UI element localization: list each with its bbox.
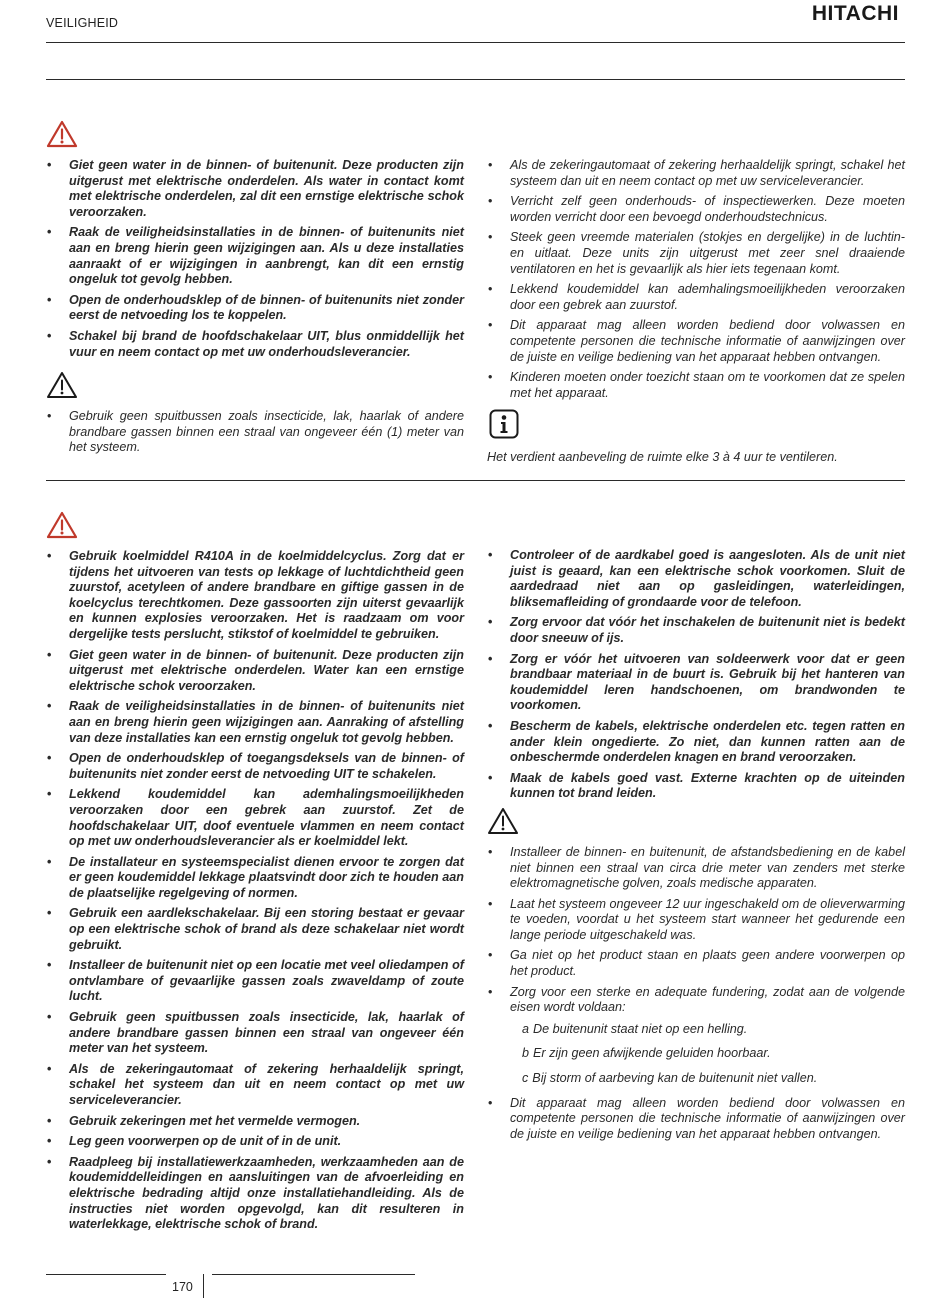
list-item: • Gebruik een aardlekschakelaar. Bij een storing bestaat er gevaar op een elektrische schok of brand als deze schakelaar niet wordt gebruikt. (46, 906, 464, 953)
divider-rule (46, 480, 905, 481)
list-item: • De installateur en systeemspecialist dienen ervoor te zorgen dat er geen koudemiddel lekkage plaatsvindt door zich te houden aan de plaatselijke regelgeving of normen. (46, 855, 464, 902)
sub-item-letter: c (522, 1071, 529, 1086)
caution-triangle-icon (46, 371, 78, 399)
caution-list (487, 845, 905, 1016)
sub-list (487, 1022, 905, 1087)
danger-list (46, 549, 464, 1233)
footer-rule-right (212, 1274, 415, 1275)
list-item: • Kinderen moeten onder toezicht staan om te voorkomen dat ze spelen met het apparaat. (487, 370, 905, 401)
list-item: • Zorg voor een sterke en adequate fundering, zodat aan de volgende eisen wordt voldaan: (487, 985, 905, 1016)
list-item: • Als de zekeringautomaat of zekering herhaaldelijk springt, schakel het systeem dan uit en neem contact op met uw serviceleverancier. (46, 1062, 464, 1109)
list-item: • Open de onderhoudsklep of de binnen- of buitenunits niet zonder eerst de netvoeding los te koppelen. (46, 293, 464, 324)
list-item: • Bescherm de kabels, elektrische onderdelen etc. tegen ratten en ander klein ongedierte. Zo niet, dan kunnen ratten aan de onbeschermde onderdelen knagen en brand veroorzaken. (487, 719, 905, 766)
caution-list (487, 158, 905, 401)
sub-item-letter: a (522, 1021, 530, 1036)
list-item: • Raak de veiligheidsinstallaties in de binnen- of buitenunits niet aan en breng hierin geen wijzigingen aan. Aanraking of afstelling van deze installaties kan een ernstig ongeluk tot gevolg hebben. (46, 699, 464, 746)
list-item: • Raak de veiligheidsinstallaties in de binnen- of buitenunits niet aan en breng hierin geen wijzigingen aan. Als u deze installaties aanraakt of er wijzigingen in aanbrengt, kan dit een ernstig ongeluk tot gevolg hebben. (46, 225, 464, 287)
list-item: • Schakel bij brand de hoofdschakelaar UIT, blus onmiddellijk het vuur en neem contact op met uw onderhoudsleverancier. (46, 329, 464, 360)
list-item: • Ga niet op het product staan en plaats geen andere voorwerpen op het product. (487, 948, 905, 979)
list-item: • Lekkend koudemiddel kan ademhalingsmoeilijkheden veroorzaken door een gebrek aan zuurstof. (487, 282, 905, 313)
list-item: • Lekkend koudemiddel kan ademhalingsmoeilijkheden veroorzaken door een gebrek aan zuurstof. Zet de hoofdschakelaar UIT, doof eventuele vlammen en neem contact op met uw onderhoudsleverancier als er koelmiddel lekt. (46, 787, 464, 849)
list-item: • Controleer of de aardkabel goed is aangesloten. Als de unit niet juist is geaard, kan een elektrische schok voorkomen. Sluit de aardedraad niet aan op gasleidingen, waterleidingen, bliksemafleiding of grondaarde voor de telefoon. (487, 548, 905, 610)
list-item: • Gebruik zekeringen met het vermelde vermogen. (46, 1114, 464, 1130)
footer-separator (203, 1274, 204, 1298)
list-item: • Dit apparaat mag alleen worden bediend door volwassen en competente personen die technische informatie of aanwijzingen over de juiste en veilige bediening van het apparaat hebben ontvangen. (487, 318, 905, 365)
list-item: • Gebruik koelmiddel R410A in de koelmiddelcyclus. Zorg dat er tijdens het uitvoeren van tests op lekkage of luchtdichtheid geen zuurstof, acetyleen of andere brandbare en giftige gassen in de koelcyclus terechtkomen. Deze gassoorten zijn uiterst gevaarlijk en kunnen explosies veroorzaken. Het is raadzaam om voor dergelijke tests perslucht, stikstof of koelmiddel te gebruiken. (46, 549, 464, 643)
list-item: • Giet geen water in de binnen- of buitenunit. Deze producten zijn uitgerust met elektrische onderdelen. Water kan een ernstige elektrische schok veroorzaken. (46, 648, 464, 695)
info-text: Het verdient aanbeveling de ruimte elke 3 à 4 uur te ventileren. (487, 450, 838, 465)
header-rule (46, 42, 905, 43)
list-item: • Installeer de binnen- en buitenunit, de afstandsbediening en de kabel niet binnen een straal van circa drie meter van zenders met sterke elektromagnetische golven, zoals medische apparaten. (487, 845, 905, 892)
divider-rule (46, 79, 905, 80)
caution-list (487, 1096, 905, 1143)
caution-triangle-icon (487, 807, 519, 835)
list-item: • Zorg er vóór het uitvoeren van soldeerwerk voor dat er geen brandbaar materiaal in de buurt is. Gebruik bij het hanteren van koudemiddel leren handschoenen, om brandwonden te voorkomen. (487, 652, 905, 714)
sub-item (487, 1022, 905, 1038)
list-item: • Gebruik geen spuitbussen zoals insecticide, lak, haarlak of andere brandbare gassen binnen een straal van ongeveer één meter van het systeem. (46, 1010, 464, 1057)
page-number: 170 (172, 1280, 193, 1294)
sub-item-text: De buitenunit staat niet op een helling. (533, 1021, 748, 1036)
list-item: • Raadpleeg bij installatiewerkzaamheden, werkzaamheden aan de koudemiddelleidingen en aansluitingen van de afvoerleiding en elektrische bedrading altijd onze installatiehandleiding. Als de instructies niet worden opgevolgd, kan dit resulteren in waterlekkage, elektrische schok of brand. (46, 1155, 464, 1233)
sub-item-letter: b (522, 1046, 530, 1061)
list-item: • Gebruik geen spuitbussen zoals insecticide, lak, haarlak of andere brandbare gassen binnen een straal van ongeveer één (1) meter van het systeem. (46, 409, 464, 456)
list-item: • Giet geen water in de binnen- of buitenunit. Deze producten zijn uitgerust met elektrische onderdelen. Als water in contact komt met elektrische onderdelen, zal dit een ernstige elektrische schok veroorzaken. (46, 158, 464, 220)
block2-right-column (487, 548, 905, 1147)
list-item: • Open de onderhoudsklep of toegangsdeksels van de binnen- of buitenunits niet zonder eerst de netvoeding UIT te schakelen. (46, 751, 464, 782)
sub-item (487, 1071, 905, 1087)
sub-item-text: Er zijn geen afwijkende geluiden hoorbaar. (533, 1046, 771, 1061)
footer-rule-left (46, 1274, 166, 1275)
section-title: VEILIGHEID (46, 16, 119, 30)
block1-right-column (487, 158, 905, 466)
list-item: • Als de zekeringautomaat of zekering herhaaldelijk springt, schakel het systeem dan uit en neem contact op met uw serviceleverancier. (487, 158, 905, 189)
list-item: • Verricht zelf geen onderhouds- of inspectiewerken. Deze moeten worden verricht door een bevoegd onderhoudstechnicus. (487, 194, 905, 225)
list-item: • Dit apparaat mag alleen worden bediend door volwassen en competente personen die technische informatie of aanwijzingen over de juiste en veilige bediening van het apparaat hebben ontvangen. (487, 1096, 905, 1143)
list-item: • Leg geen voorwerpen op de unit of in de unit. (46, 1134, 464, 1150)
block1-left-column (46, 120, 464, 461)
sub-item (487, 1046, 905, 1062)
caution-list (46, 409, 464, 456)
danger-list (487, 548, 905, 802)
danger-triangle-icon (46, 511, 78, 539)
list-item: • Zorg ervoor dat vóór het inschakelen de buitenunit niet is bedekt door sneeuw of ijs. (487, 615, 905, 646)
list-item: • Installeer de buitenunit niet op een locatie met veel oliedampen of ontvlambare of gevaarlijke gassen zoals zwaveldamp of zoute lucht. (46, 958, 464, 1005)
sub-item-text: Bij storm of aarbeving kan de buitenunit niet vallen. (532, 1071, 818, 1086)
list-item: • Steek geen vreemde materialen (stokjes en dergelijke) in de luchtin- en uitlaat. Deze units zijn uitgerust met zeer snel draaiende ventilatoren en het is gevaarlijk als hier iets tegenaan komt. (487, 230, 905, 277)
block2-left-column (46, 511, 464, 1238)
danger-list (46, 158, 464, 360)
info-icon (489, 409, 519, 439)
list-item: • Laat het systeem ongeveer 12 uur ingeschakeld om de olieverwarming te voeden, voordat u het systeem start wanneer het gedurende een lange periode uitgeschakeld was. (487, 897, 905, 944)
list-item: • Maak de kabels goed vast. Externe krachten op de uiteinden kunnen tot brand leiden. (487, 771, 905, 802)
brand-logo: HITACHI (811, 2, 899, 25)
danger-triangle-icon (46, 120, 78, 148)
